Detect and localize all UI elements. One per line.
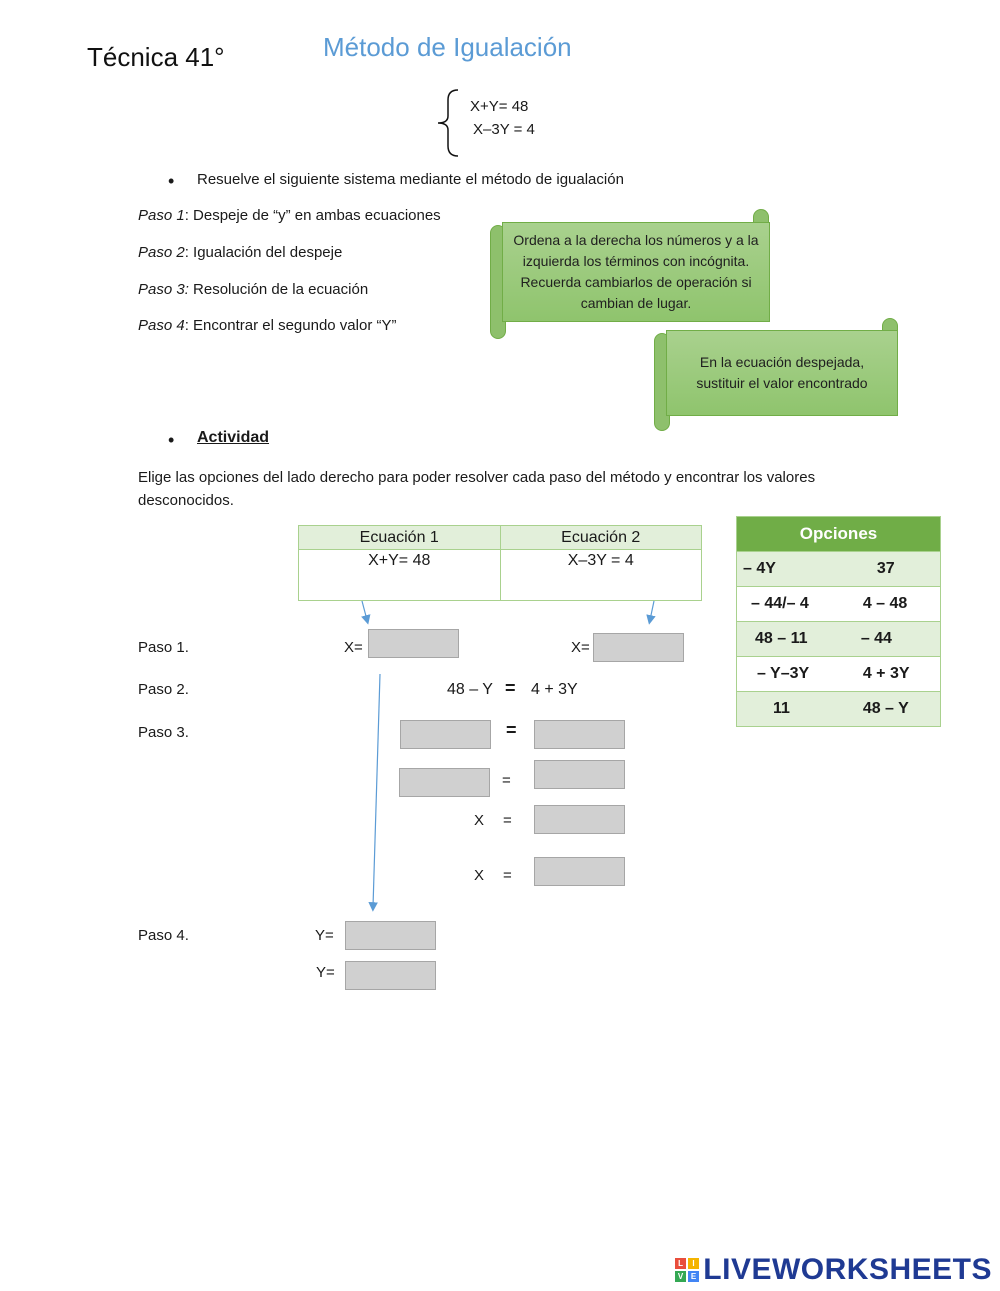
arrow-down-icon <box>362 601 367 620</box>
answer-box-paso3-a-right[interactable] <box>534 720 625 749</box>
answer-box-paso3-a-left[interactable] <box>400 720 491 749</box>
logo-grid-icon: L I V E <box>675 1258 699 1282</box>
paso-2-label: Paso 2. <box>138 681 189 698</box>
y-equals-label: Y= <box>316 964 335 981</box>
option-item[interactable]: – 44 <box>841 622 941 657</box>
option-item[interactable]: – Y–3Y <box>737 657 841 692</box>
answer-box-paso3-x2[interactable] <box>534 857 625 886</box>
school-name: Técnica 41° <box>87 42 225 72</box>
step-1-text: : Despeje de “y” en ambas ecuaciones <box>184 207 441 224</box>
option-item[interactable]: 4 – 48 <box>841 587 941 622</box>
x-equals-label: X= <box>344 639 363 656</box>
header-ecuacion-2: Ecuación 2 <box>500 526 702 550</box>
instruction-text: Resuelve el siguiente sistema mediante el método de igualación <box>197 171 624 188</box>
x-label: X <box>474 867 485 884</box>
step-4-label: Paso 4 <box>138 317 185 334</box>
paso-4-label: Paso 4. <box>138 927 189 944</box>
brand-name: LIVEWORKSHEETS <box>703 1253 992 1286</box>
step-3-label: Paso 3: <box>138 281 189 298</box>
activity-text: Elige las opciones del lado derecho para poder resolver cada paso del método y encontrar los valores desconocidos. <box>138 469 816 509</box>
answer-box-paso4-y1[interactable] <box>345 921 436 950</box>
option-item[interactable]: 4 + 3Y <box>841 657 941 692</box>
y-equals-label: Y= <box>315 927 334 944</box>
option-item[interactable]: – 44/– 4 <box>737 587 841 622</box>
arrow-down-icon <box>650 601 654 620</box>
step-3-text: Resolución de la ecuación <box>188 281 369 298</box>
answer-box-paso3-b-left[interactable] <box>399 768 490 797</box>
paso-1-label: Paso 1. <box>138 639 189 656</box>
option-item[interactable]: 37 <box>841 552 941 587</box>
header-ecuacion-1: Ecuación 1 <box>299 526 501 550</box>
equation-1-value: X+Y= 48 <box>299 550 501 601</box>
option-item[interactable]: 11 <box>737 692 841 727</box>
answer-box-paso3-x1[interactable] <box>534 805 625 834</box>
paso-3-label: Paso 3. <box>138 724 189 741</box>
page-title: Método de Igualación <box>323 32 572 62</box>
x-equals-label: X= <box>571 639 590 656</box>
step-1-label: Paso 1 <box>138 207 185 224</box>
x-label: X <box>474 812 485 829</box>
options-title: Opciones <box>737 517 941 552</box>
equals-sign: = <box>505 678 516 698</box>
paso2-right: 4 + 3Y <box>531 681 578 698</box>
note-1-text: Ordena a la derecha los números y a la izquierda los términos con incógnita. Recuerda cambiarlos de operación si cambian de lugar. <box>513 232 759 311</box>
system-eq2: X–3Y = 4 <box>473 121 535 138</box>
step-2-text: : Igualación del despeje <box>184 244 343 261</box>
equals-sign: = <box>503 867 512 884</box>
answer-box-paso1-x2[interactable] <box>593 633 684 662</box>
arrow-down-icon <box>373 674 380 907</box>
step-4-text: : Encontrar el segundo valor “Y” <box>184 317 397 334</box>
equals-sign: = <box>502 772 511 789</box>
option-item[interactable]: 48 – 11 <box>737 622 841 657</box>
system-eq1: X+Y= 48 <box>470 98 529 115</box>
bullet-dot: • <box>168 430 175 450</box>
equals-sign: = <box>503 812 512 829</box>
option-item[interactable]: 48 – Y <box>841 692 941 727</box>
step-2-label: Paso 2 <box>138 244 185 261</box>
answer-box-paso4-y2[interactable] <box>345 961 436 990</box>
note-2-text: En la ecuación despejada, sustituir el valor encontrado <box>696 354 868 391</box>
bullet-dot: • <box>168 171 175 191</box>
equals-sign: = <box>506 720 517 740</box>
option-item[interactable]: – 4Y <box>737 552 841 587</box>
paso2-left: 48 – Y <box>447 681 493 698</box>
equation-2-value: X–3Y = 4 <box>500 550 702 601</box>
activity-title: Actividad <box>197 429 270 446</box>
liveworksheets-logo <box>675 1253 992 1287</box>
answer-box-paso1-x1[interactable] <box>368 629 459 658</box>
answer-box-paso3-b-right[interactable] <box>534 760 625 789</box>
